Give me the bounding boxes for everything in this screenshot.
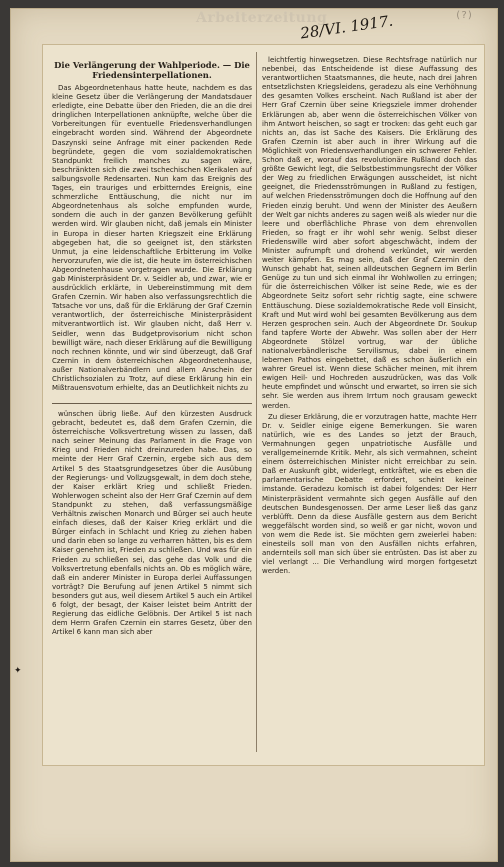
article-right-column	[262, 56, 477, 756]
newspaper-masthead: Arbeiterzeitung	[196, 10, 328, 26]
handwritten-date: 28/VI. 1917.	[299, 11, 395, 43]
margin-mark-icon: ✦	[14, 666, 22, 676]
archive-number: (?)	[455, 10, 474, 21]
column-divider	[256, 52, 257, 752]
article-left-column	[52, 60, 252, 400]
article-paragraph: leichtfertig hinwegsetzen. Diese Rechtsfrage natürlich nur nebenbei, das Entscheidende ist diese Auffassung des verantwortlichen Staatsmannes, die heute, nach drei Jahren entsetzlichsten Kriegsleidens, geradezu als eine Verhöhnung des gesamten Volkes erscheint. Nach Rußland ist aber der Herr Graf Czernin über seine Kriegsziele immer drohender Erklärungen ab, aber wenn die österreichischen Völker von ihm Antwort heischen, so sagt er trocken: das geht euch gar nichts an, das ist Sache des Kaisers. Die Erklärung des Grafen Czernin ist aber auch in ihrer Wirkung auf die Möglichkeit von Friedensverhandlungen ein schwerer Fehler. Schon daß er, worauf das revolutionäre Rußland doch das größte Gewicht legt, die Selbstbestimmungsrecht der Völker der Weg zu friedlichen Erwägungen ausscheidet, ist nicht geeignet, die Friedensströmungen in Rußland zu festigen, auf welchen Friedensströmungen doch die Hoffnung auf den Frieden einzig beruht. Und wenn der Minister des Aeußern der Welt gar nichts anderes zu sagen weiß als wieder nur die leere und oberflächliche Phrase von dem ehrenvollen Frieden, so fragt er ihr wohl sehr wenig. Selbst dieser Friedenswille wird aber sofort abgeschwächt, indem der Minister aufrumpft und drohend verkündet, wir werden weiter kämpfen. Es mag sein, daß der Graf Czernin den Wunsch gehabt hat, seinen alldeutschen Gegnern im Berlin Genüge zu tun und sich einmal ihr Wohlwollen zu erringen; für die österreichischen Völker ist seine Rede, wie es der Abgeordnete Seitz sofort sehr richtig sagte, eine schwere Enttäuschung. Diese sozialdemokratische Rede voll Einsicht, Kraft und Mut wird wohl bei gesamten Bevölkerung aus dem Herzen gesprochen sein. Auch der Abgeordnete Dr. Soukup fand tapfere Worte der Abwehr. Was sollen aber der Herr Abgeordnete Stölzel vortrug, war der übliche nationalverbändlerische Servilismus, dabei in einem lebernen Pathos eingebettet, daß es schon äußerlich ein wahrer Greuel ist. Wenn diese Schächer meinen, mit ihrem ewigen Heil- und Hochreden auszudrücken, was das Volk heute empfindet und wünscht und erwartet, so irren sie sich sehr. Sie werden aus ihrem Irrtum noch grausam geweckt werden.	[262, 56, 477, 410]
article-paragraph: Das Abgeordnetenhaus hatte heute, nachdem es das kleine Gesetz über die Verlängerung der Mandatsdauer erledigte, eine Debatte über den Frieden, die an die drei dringlichen Interpellationen anknüpfte, welche über die Vorbereitungen für eventuelle Friedensverhandlungen eingebracht worden sind. Während der Abgeordnete Daszynski seine Anfrage mit einer packenden Rede begründete, gegen die vom sozialdemokratischen Standpunkt freilich manches zu sagen wäre, beschränkten sich die zwei tschechischen Klerikalen auf salbungsvolle Redensarten. Nun kam das Ereignis des Tages, ein trauriges und erbitterndes Ereignis, eine schmerzliche Enttäuschung, die nicht nur im Abgeordnetenhaus als solche empfunden wurde, sondern die auch in der ganzen Bevölkerung gefühlt werden wird. Wir glauben nicht, daß jemals ein Minister in Europa in dieser harten Kriegszeit eine Erklärung abgegeben hat, die so geeignet ist, den stärksten Unmut, ja eine leidenschaftliche Erbitterung im Volke hervorzurufen, wie die ist, die heute im österreichischen Abgeordnetenhause vorgetragen wurde. Die Erklärung gab Ministerpräsident Dr. v. Seidler ab, und zwar, wie er ausdrücklich erklärte, in Uebereinstimmung mit dem Grafen Czernin. Wir haben also verfassungsrechtlich die Tatsache vor uns, daß für die Erklärung der Graf Czernin verantwortlich, der österreichische Ministerpräsident mitverantwortlich ist. Wir glauben nicht, daß Herr v. Seidler, wenn das Budgetprovisorium nicht schon bewilligt wäre, nach dieser Erklärung auf die Bewilligung noch rechnen könnte, und wir sind überzeugt, daß Graf Czernin in dem österreichischen Abgeordnetenhause, außer Nationalverbändlern und allem Anschein der Christlichsozialen zu Trotz, auf diese Erklärung hin ein Mißtrauensvotum erhielte, das an Deutlichkeit nichts zu	[52, 84, 252, 393]
section-rule	[52, 403, 252, 404]
article-left-continuation	[52, 410, 252, 710]
article-paragraph: wünschen übrig ließe. Auf den kürzesten Ausdruck gebracht, bedeutet es, daß dem Grafen Czernin, die österreichische Volksvertretung wissen zu lassen, daß nach seiner Meinung das Parlament in die Frage von Krieg und Frieden nicht dreinzureden habe. Das, so meinte der Herr Graf Czernin, ergebe sich aus dem Artikel 5 des Staatsgrundgesetzes über die Ausübung der Regierungs- und Vollzugsgewalt, in dem doch stehe, der Kaiser erklärt Krieg und schließt Frieden. Wohlerwogen scheint also der Herr Graf Czernin auf dem Standpunkt zu stehen, daß verfassungsmäßige Verhältnis zwischen Monarch und Bürger sei auch heute einfach dieses, daß der Kaiser Krieg erklärt und die Bürger einfach in Schlacht und Krieg zu ziehen haben und darin eben so lange zu verharren hätten, bis es dem Kaiser genehm ist, Frieden zu schließen. Und was für ein Frieden zu schließen sei, das gehe das Volk und die Volksvertretung ebenfalls nichts an. Ob es möglich wäre, daß ein anderer Minister in Europa derlei Auffassungen vorträgt? Die Berufung auf jenen Artikel 5 nimmt sich besonders gut aus, weil diesem Artikel 5 auch ein Artikel 6 folgt, der besagt, der Kaiser leistet beim Antritt der Regierung das eidliche Gelöbnis. Der Artikel 5 ist nach dem Herrn Grafen Czernin ein starres Gesetz, über den Artikel 6 kann man sich aber	[52, 410, 252, 637]
article-paragraph: Zu dieser Erklärung, die er vorzutragen hatte, machte Herr Dr. v. Seidler einige eigene Bemerkungen. Sie waren natürlich, wie es des Landes so jetzt der Brauch, Vermahnungen gegen unpatriotische Ausfälle und verallgemeinernde Kritik. Mehr, als sich vermahnen, scheint einem österreichischen Minister nicht erreichbar zu sein. Daß er Auskunft gibt, widerlegt, entkräftet, wie es eben die parlamentarische Debatte erfordert, scheint keiner imstande. Geradezu komisch ist dabei folgendes: Der Herr Ministerpräsident vermahnte sich gegen Ausfälle auf den deutschen Bundesgenossen. Der arme Leser ließ das ganz verblüfft. Denn da diese Ausfälle gestern aus dem Bericht weggefälscht worden sind, so weiß er gar nicht, wovon und von wem die Rede ist. Sie möchten gern zweierlei haben: einesteils soll man von den Ausfällen nichts erfahren, andernteils soll man sich über sie entrüsten. Das ist aber zu viel verlangt ... Die Verhandlung wird morgen fortgesetzt werden.	[262, 412, 477, 576]
article-headline: Die Verlängerung der Wahlperiode. — Die Friedensinterpellationen.	[54, 60, 250, 80]
